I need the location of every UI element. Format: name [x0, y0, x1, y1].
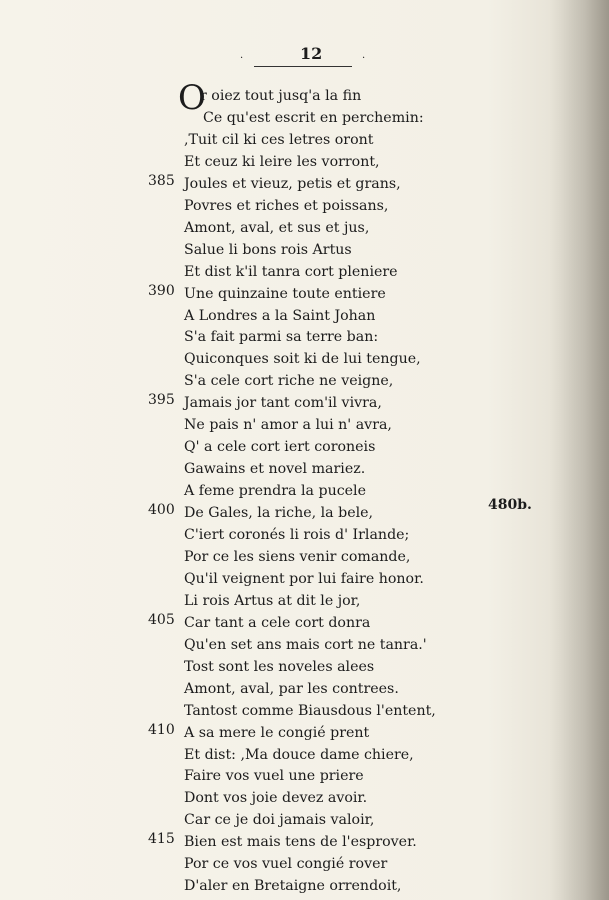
- verse-line: Et dist k'il tanra cort pleniere: [184, 263, 398, 280]
- verse-line: Car ce je doi jamais valoir,: [184, 812, 375, 829]
- decorative-dot: .: [240, 50, 244, 61]
- verse-line: Tost sont les noveles alees: [184, 658, 375, 675]
- verse-line: Faire vos vuel une priere: [184, 768, 364, 785]
- verse-line: Bien est mais tens de l'esprover.: [184, 834, 417, 851]
- line-number: 395: [148, 392, 175, 409]
- verse-line: Li rois Artus at dit le jor,: [184, 592, 361, 609]
- verse-line: S'a fait parmi sa terre ban:: [184, 329, 379, 346]
- page-number: 12: [300, 44, 323, 63]
- verse-line: S'a cele cort riche ne veigne,: [184, 373, 394, 390]
- verse-line: ,Tuit cil ki ces letres oront: [184, 131, 374, 148]
- drop-cap: O: [178, 78, 206, 118]
- decorative-dot: .: [362, 50, 366, 61]
- verse-line: D'aler en Bretaigne orrendoit,: [184, 878, 402, 895]
- verse-line: C'iert coronés li rois d' Irlande;: [184, 527, 410, 543]
- verse-line: Qu'en set ans mais cort ne tanra.': [184, 636, 427, 653]
- line-number: 415: [148, 831, 175, 848]
- line-number: 410: [148, 721, 175, 738]
- verse-line: Une quinzaine toute entiere: [184, 285, 386, 302]
- verse-line: Ce qu'est escrit en perchemin:: [203, 109, 424, 126]
- verse-line: r oiez tout jusq'a la fin: [200, 88, 362, 104]
- margin-folio-note: 480b.: [488, 497, 532, 513]
- verse-line: Amont, aval, et sus et jus,: [184, 219, 370, 236]
- verse-line: Por ce les siens venir comande,: [184, 548, 411, 565]
- verse-line: De Gales, la riche, la bele,: [184, 505, 374, 522]
- verse-line: Povres et riches et poissans,: [184, 197, 389, 214]
- verse-line: Q' a cele cort iert coroneis: [184, 439, 376, 456]
- verse-line: Jamais jor tant com'il vivra,: [184, 395, 382, 412]
- verse-line: Por ce vos vuel congié rover: [184, 856, 388, 873]
- verse-line: Salue li bons rois Artus: [184, 241, 352, 258]
- verse-line: Quiconques soit ki de lui tengue,: [184, 351, 421, 368]
- verse-line: Qu'il veignent por lui faire honor.: [184, 570, 424, 587]
- verse-line: Car tant a cele cort donra: [184, 614, 371, 631]
- verse-line: Ne pais n' amor a lui n' avra,: [184, 417, 392, 434]
- verse-line: Et dist: ,Ma douce dame chiere,: [184, 746, 414, 763]
- verse-line: Joules et vieuz, petis et grans,: [184, 175, 401, 192]
- line-number: 390: [148, 282, 175, 299]
- page-number-rule: [254, 66, 352, 67]
- verse-line: Tantost comme Biausdous l'entent,: [184, 702, 436, 719]
- verse-line: A feme prendra la pucele: [184, 483, 366, 500]
- verse-line: Et ceuz ki leire les vorront,: [184, 153, 380, 170]
- line-number: 405: [148, 611, 175, 628]
- line-number: 400: [148, 502, 175, 519]
- verse-line: Dont vos joie devez avoir.: [184, 790, 368, 807]
- verse-line: Amont, aval, par les contrees.: [184, 680, 399, 697]
- verse-line: A Londres a la Saint Johan: [184, 307, 376, 324]
- spine-shadow: [549, 0, 609, 900]
- verse-line: A sa mere le congié prent: [184, 724, 370, 741]
- verse-line: Gawains et novel mariez.: [184, 461, 366, 478]
- line-number: 385: [148, 172, 175, 189]
